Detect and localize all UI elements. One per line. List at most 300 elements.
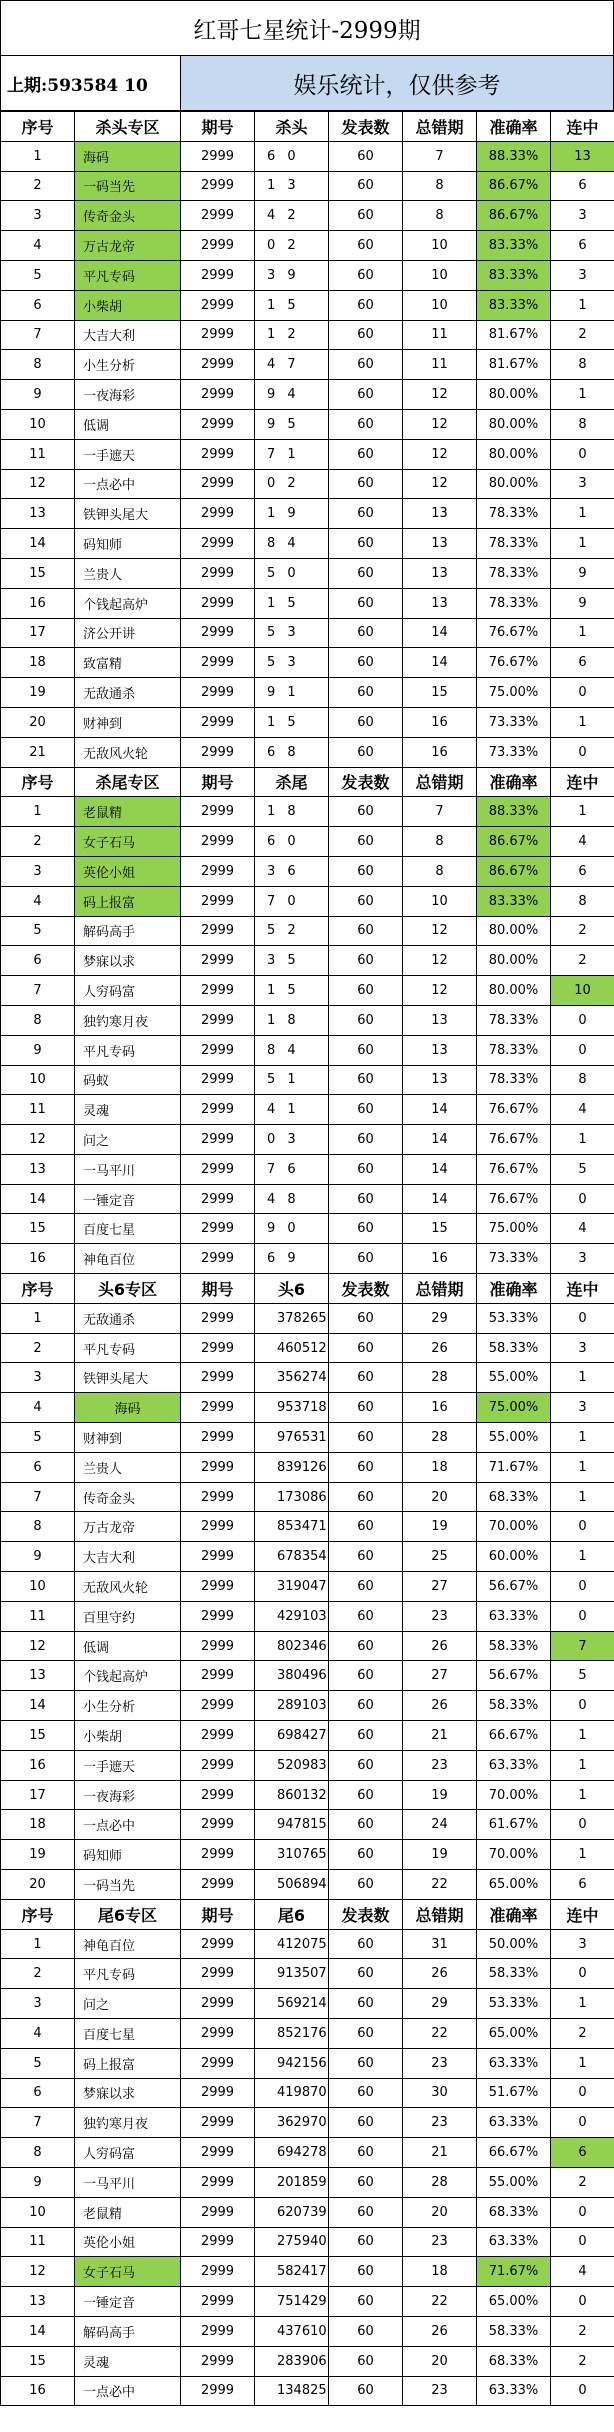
issue-number: 2999 bbox=[181, 2167, 255, 2197]
table-row bbox=[1, 350, 614, 380]
header-value: 头6 bbox=[255, 1274, 329, 1304]
table-row bbox=[1, 2316, 614, 2346]
predictor-name: 一点必中 bbox=[75, 1810, 181, 1840]
accuracy-rate: 86.67% bbox=[477, 171, 551, 201]
row-number: 7 bbox=[1, 1482, 75, 1512]
table-row bbox=[1, 1303, 614, 1333]
header-rate: 准确率 bbox=[477, 112, 551, 142]
table-row bbox=[1, 1452, 614, 1482]
accuracy-rate: 70.00% bbox=[477, 1780, 551, 1810]
row-number: 14 bbox=[1, 1184, 75, 1214]
issue-number: 2999 bbox=[181, 1989, 255, 2019]
total-errors: 18 bbox=[403, 1452, 477, 1482]
total-errors: 22 bbox=[403, 2287, 477, 2317]
streak-count: 6 bbox=[551, 2138, 614, 2168]
total-errors: 13 bbox=[403, 558, 477, 588]
predicted-value: 7 1 bbox=[255, 439, 329, 469]
streak-count: 3 bbox=[551, 201, 614, 231]
table-row bbox=[1, 1631, 614, 1661]
predictor-name: 女子石马 bbox=[75, 2257, 181, 2287]
predicted-value: 310765 bbox=[255, 1840, 329, 1870]
published-count: 60 bbox=[329, 1691, 403, 1721]
total-errors: 20 bbox=[403, 1482, 477, 1512]
predicted-value: 173086 bbox=[255, 1482, 329, 1512]
predicted-value: 0 2 bbox=[255, 469, 329, 499]
predicted-value: 9 4 bbox=[255, 380, 329, 410]
published-count: 60 bbox=[329, 1452, 403, 1482]
accuracy-rate: 88.33% bbox=[477, 141, 551, 171]
accuracy-rate: 66.67% bbox=[477, 2138, 551, 2168]
published-count: 60 bbox=[329, 1423, 403, 1453]
issue-number: 2999 bbox=[181, 588, 255, 618]
predictor-name: 铁钾头尾大 bbox=[75, 1363, 181, 1393]
predictor-name: 小柴胡 bbox=[75, 1721, 181, 1751]
accuracy-rate: 70.00% bbox=[477, 1840, 551, 1870]
table-row bbox=[1, 1691, 614, 1721]
published-count: 60 bbox=[329, 886, 403, 916]
accuracy-rate: 73.33% bbox=[477, 737, 551, 767]
row-number: 10 bbox=[1, 1065, 75, 1095]
streak-count: 1 bbox=[551, 1542, 614, 1572]
issue-number: 2999 bbox=[181, 1184, 255, 1214]
published-count: 60 bbox=[329, 320, 403, 350]
streak-count: 1 bbox=[551, 618, 614, 648]
issue-number: 2999 bbox=[181, 290, 255, 320]
predicted-value: 437610 bbox=[255, 2316, 329, 2346]
table-row bbox=[1, 1959, 614, 1989]
predictor-name: 一手遮天 bbox=[75, 439, 181, 469]
predicted-value: 412075 bbox=[255, 1929, 329, 1959]
accuracy-rate: 86.67% bbox=[477, 201, 551, 231]
issue-number: 2999 bbox=[181, 827, 255, 857]
predicted-value: 0 3 bbox=[255, 1125, 329, 1155]
row-number: 17 bbox=[1, 618, 75, 648]
header-no: 序号 bbox=[1, 1274, 75, 1304]
header-zone: 头6专区 bbox=[75, 1274, 181, 1304]
accuracy-rate: 76.67% bbox=[477, 1154, 551, 1184]
published-count: 60 bbox=[329, 618, 403, 648]
published-count: 60 bbox=[329, 1631, 403, 1661]
table-row bbox=[1, 320, 614, 350]
streak-count: 6 bbox=[551, 171, 614, 201]
published-count: 60 bbox=[329, 2078, 403, 2108]
header-total: 发表数 bbox=[329, 767, 403, 797]
published-count: 60 bbox=[329, 2167, 403, 2197]
total-errors: 12 bbox=[403, 409, 477, 439]
header-total: 发表数 bbox=[329, 1899, 403, 1929]
accuracy-rate: 65.00% bbox=[477, 2287, 551, 2317]
predicted-value: 5 3 bbox=[255, 618, 329, 648]
row-number: 14 bbox=[1, 2316, 75, 2346]
predictor-name: 一夜海彩 bbox=[75, 380, 181, 410]
accuracy-rate: 80.00% bbox=[477, 946, 551, 976]
total-errors: 16 bbox=[403, 1393, 477, 1423]
header-no: 序号 bbox=[1, 1899, 75, 1929]
issue-number: 2999 bbox=[181, 1303, 255, 1333]
streak-count: 1 bbox=[551, 1423, 614, 1453]
header-value: 杀头 bbox=[255, 112, 329, 142]
header-zone: 杀头专区 bbox=[75, 112, 181, 142]
predicted-value: 1 5 bbox=[255, 707, 329, 737]
predicted-value: 362970 bbox=[255, 2108, 329, 2138]
table-row bbox=[1, 1572, 614, 1602]
table-row bbox=[1, 2167, 614, 2197]
streak-count: 8 bbox=[551, 350, 614, 380]
section-header-row bbox=[1, 112, 614, 142]
predicted-value: 275940 bbox=[255, 2227, 329, 2257]
row-number: 16 bbox=[1, 2376, 75, 2406]
row-number: 13 bbox=[1, 1154, 75, 1184]
total-errors: 13 bbox=[403, 588, 477, 618]
row-number: 6 bbox=[1, 2078, 75, 2108]
published-count: 60 bbox=[329, 2138, 403, 2168]
published-count: 60 bbox=[329, 1005, 403, 1035]
published-count: 60 bbox=[329, 1482, 403, 1512]
total-errors: 14 bbox=[403, 1095, 477, 1125]
total-errors: 29 bbox=[403, 1303, 477, 1333]
streak-count: 3 bbox=[551, 1393, 614, 1423]
row-number: 16 bbox=[1, 1750, 75, 1780]
total-errors: 31 bbox=[403, 1929, 477, 1959]
predictor-name: 平凡专码 bbox=[75, 1333, 181, 1363]
streak-count: 1 bbox=[551, 797, 614, 827]
published-count: 60 bbox=[329, 1721, 403, 1751]
total-errors: 12 bbox=[403, 469, 477, 499]
predictor-name: 万古龙帝 bbox=[75, 231, 181, 261]
issue-number: 2999 bbox=[181, 380, 255, 410]
total-errors: 15 bbox=[403, 678, 477, 708]
streak-count: 10 bbox=[551, 976, 614, 1006]
published-count: 60 bbox=[329, 260, 403, 290]
table-row bbox=[1, 946, 614, 976]
row-number: 11 bbox=[1, 439, 75, 469]
total-errors: 13 bbox=[403, 1005, 477, 1035]
published-count: 60 bbox=[329, 558, 403, 588]
row-number: 3 bbox=[1, 1363, 75, 1393]
table-row bbox=[1, 1005, 614, 1035]
header-streak: 连中 bbox=[551, 112, 614, 142]
total-errors: 13 bbox=[403, 1035, 477, 1065]
row-number: 9 bbox=[1, 1035, 75, 1065]
predicted-value: 976531 bbox=[255, 1423, 329, 1453]
streak-count: 8 bbox=[551, 1065, 614, 1095]
accuracy-rate: 76.67% bbox=[477, 1125, 551, 1155]
predicted-value: 5 0 bbox=[255, 558, 329, 588]
streak-count: 3 bbox=[551, 1929, 614, 1959]
issue-number: 2999 bbox=[181, 1661, 255, 1691]
predictor-name: 海码 bbox=[75, 1393, 181, 1423]
predictor-name: 百度七星 bbox=[75, 1214, 181, 1244]
issue-number: 2999 bbox=[181, 558, 255, 588]
streak-count: 0 bbox=[551, 1035, 614, 1065]
predicted-value: 7 6 bbox=[255, 1154, 329, 1184]
accuracy-rate: 56.67% bbox=[477, 1661, 551, 1691]
total-errors: 8 bbox=[403, 171, 477, 201]
predicted-value: 852176 bbox=[255, 2019, 329, 2049]
streak-count: 1 bbox=[551, 1125, 614, 1155]
total-errors: 11 bbox=[403, 350, 477, 380]
total-errors: 23 bbox=[403, 1601, 477, 1631]
total-errors: 21 bbox=[403, 2138, 477, 2168]
issue-number: 2999 bbox=[181, 1363, 255, 1393]
table-row bbox=[1, 290, 614, 320]
table-row bbox=[1, 1184, 614, 1214]
row-number: 20 bbox=[1, 707, 75, 737]
predictor-name: 问之 bbox=[75, 1125, 181, 1155]
table-row bbox=[1, 1154, 614, 1184]
predicted-value: 1 2 bbox=[255, 320, 329, 350]
streak-count: 4 bbox=[551, 827, 614, 857]
total-errors: 28 bbox=[403, 2167, 477, 2197]
predictor-name: 济公开讲 bbox=[75, 618, 181, 648]
predicted-value: 6 8 bbox=[255, 737, 329, 767]
published-count: 60 bbox=[329, 976, 403, 1006]
predictor-name: 一马平川 bbox=[75, 1154, 181, 1184]
table-row bbox=[1, 976, 614, 1006]
table-row bbox=[1, 2227, 614, 2257]
published-count: 60 bbox=[329, 439, 403, 469]
streak-count: 1 bbox=[551, 1780, 614, 1810]
issue-number: 2999 bbox=[181, 409, 255, 439]
total-errors: 16 bbox=[403, 737, 477, 767]
header-errors: 总错期 bbox=[403, 1274, 477, 1304]
row-number: 11 bbox=[1, 1601, 75, 1631]
predictor-name: 兰贵人 bbox=[75, 1452, 181, 1482]
predictor-name: 海码 bbox=[75, 141, 181, 171]
row-number: 8 bbox=[1, 1512, 75, 1542]
streak-count: 0 bbox=[551, 2078, 614, 2108]
issue-number: 2999 bbox=[181, 1929, 255, 1959]
issue-number: 2999 bbox=[181, 1542, 255, 1572]
accuracy-rate: 58.33% bbox=[477, 2316, 551, 2346]
issue-number: 2999 bbox=[181, 1125, 255, 1155]
accuracy-rate: 76.67% bbox=[477, 618, 551, 648]
row-number: 10 bbox=[1, 2197, 75, 2227]
predicted-value: 4 1 bbox=[255, 1095, 329, 1125]
predicted-value: 134825 bbox=[255, 2376, 329, 2406]
issue-number: 2999 bbox=[181, 1631, 255, 1661]
accuracy-rate: 83.33% bbox=[477, 260, 551, 290]
accuracy-rate: 86.67% bbox=[477, 827, 551, 857]
header-zone: 杀尾专区 bbox=[75, 767, 181, 797]
published-count: 60 bbox=[329, 350, 403, 380]
streak-count: 0 bbox=[551, 1184, 614, 1214]
published-count: 60 bbox=[329, 827, 403, 857]
table-row bbox=[1, 618, 614, 648]
issue-number: 2999 bbox=[181, 2019, 255, 2049]
row-number: 8 bbox=[1, 2138, 75, 2168]
streak-count: 1 bbox=[551, 1721, 614, 1751]
row-number: 6 bbox=[1, 1452, 75, 1482]
published-count: 60 bbox=[329, 201, 403, 231]
streak-count: 1 bbox=[551, 499, 614, 529]
accuracy-rate: 75.00% bbox=[477, 1214, 551, 1244]
predicted-value: 620739 bbox=[255, 2197, 329, 2227]
issue-number: 2999 bbox=[181, 2048, 255, 2078]
issue-number: 2999 bbox=[181, 1691, 255, 1721]
total-errors: 24 bbox=[403, 1810, 477, 1840]
published-count: 60 bbox=[329, 2197, 403, 2227]
accuracy-rate: 83.33% bbox=[477, 886, 551, 916]
issue-number: 2999 bbox=[181, 231, 255, 261]
total-errors: 7 bbox=[403, 141, 477, 171]
published-count: 60 bbox=[329, 1154, 403, 1184]
header-issue: 期号 bbox=[181, 112, 255, 142]
streak-count: 1 bbox=[551, 380, 614, 410]
issue-number: 2999 bbox=[181, 797, 255, 827]
section-header-row bbox=[1, 1899, 614, 1929]
accuracy-rate: 76.67% bbox=[477, 1095, 551, 1125]
published-count: 60 bbox=[329, 588, 403, 618]
issue-number: 2999 bbox=[181, 2316, 255, 2346]
published-count: 60 bbox=[329, 2346, 403, 2376]
header-streak: 连中 bbox=[551, 767, 614, 797]
predictor-name: 灵魂 bbox=[75, 2346, 181, 2376]
streak-count: 1 bbox=[551, 1452, 614, 1482]
accuracy-rate: 80.00% bbox=[477, 916, 551, 946]
issue-number: 2999 bbox=[181, 886, 255, 916]
table-row bbox=[1, 1810, 614, 1840]
issue-number: 2999 bbox=[181, 1572, 255, 1602]
issue-number: 2999 bbox=[181, 618, 255, 648]
row-number: 10 bbox=[1, 409, 75, 439]
total-errors: 28 bbox=[403, 1363, 477, 1393]
streak-count: 1 bbox=[551, 1363, 614, 1393]
total-errors: 20 bbox=[403, 2197, 477, 2227]
total-errors: 23 bbox=[403, 2048, 477, 2078]
row-number: 5 bbox=[1, 260, 75, 290]
row-number: 17 bbox=[1, 1780, 75, 1810]
issue-number: 2999 bbox=[181, 469, 255, 499]
published-count: 60 bbox=[329, 469, 403, 499]
predictor-name: 个钱起高炉 bbox=[75, 588, 181, 618]
table-row bbox=[1, 1244, 614, 1274]
predictor-name: 无敌通杀 bbox=[75, 678, 181, 708]
issue-number: 2999 bbox=[181, 439, 255, 469]
accuracy-rate: 73.33% bbox=[477, 707, 551, 737]
predicted-value: 569214 bbox=[255, 1989, 329, 2019]
row-number: 21 bbox=[1, 737, 75, 767]
streak-count: 9 bbox=[551, 558, 614, 588]
streak-count: 1 bbox=[551, 1750, 614, 1780]
accuracy-rate: 60.00% bbox=[477, 1542, 551, 1572]
predictor-name: 一点必中 bbox=[75, 469, 181, 499]
table-row bbox=[1, 1840, 614, 1870]
predicted-value: 694278 bbox=[255, 2138, 329, 2168]
streak-count: 0 bbox=[551, 1601, 614, 1631]
table-row bbox=[1, 797, 614, 827]
total-errors: 11 bbox=[403, 320, 477, 350]
row-number: 10 bbox=[1, 1572, 75, 1602]
table-row bbox=[1, 916, 614, 946]
table-row bbox=[1, 1870, 614, 1900]
issue-number: 2999 bbox=[181, 1244, 255, 1274]
table-row bbox=[1, 231, 614, 261]
predictor-name: 女子石马 bbox=[75, 827, 181, 857]
total-errors: 14 bbox=[403, 1154, 477, 1184]
streak-count: 13 bbox=[551, 141, 614, 171]
issue-number: 2999 bbox=[181, 2108, 255, 2138]
table-row bbox=[1, 1512, 614, 1542]
row-number: 9 bbox=[1, 380, 75, 410]
streak-count: 5 bbox=[551, 1154, 614, 1184]
total-errors: 28 bbox=[403, 1423, 477, 1453]
predictor-name: 财神到 bbox=[75, 707, 181, 737]
predicted-value: 460512 bbox=[255, 1333, 329, 1363]
predictor-name: 一点必中 bbox=[75, 2376, 181, 2406]
predictor-name: 码知师 bbox=[75, 529, 181, 559]
published-count: 60 bbox=[329, 856, 403, 886]
row-number: 18 bbox=[1, 648, 75, 678]
issue-number: 2999 bbox=[181, 1333, 255, 1363]
streak-count: 0 bbox=[551, 737, 614, 767]
header-no: 序号 bbox=[1, 767, 75, 797]
stats-table bbox=[0, 111, 614, 2406]
total-errors: 21 bbox=[403, 1721, 477, 1751]
streak-count: 0 bbox=[551, 2197, 614, 2227]
predicted-value: 4 8 bbox=[255, 1184, 329, 1214]
header-total: 发表数 bbox=[329, 1274, 403, 1304]
row-number: 5 bbox=[1, 2048, 75, 2078]
predicted-value: 5 3 bbox=[255, 648, 329, 678]
predictor-name: 人穷码富 bbox=[75, 976, 181, 1006]
table-row bbox=[1, 1214, 614, 1244]
predictor-name: 解码高手 bbox=[75, 916, 181, 946]
accuracy-rate: 80.00% bbox=[477, 439, 551, 469]
accuracy-rate: 63.33% bbox=[477, 1750, 551, 1780]
row-number: 9 bbox=[1, 1542, 75, 1572]
predicted-value: 3 6 bbox=[255, 856, 329, 886]
issue-number: 2999 bbox=[181, 946, 255, 976]
accuracy-rate: 78.33% bbox=[477, 499, 551, 529]
accuracy-rate: 70.00% bbox=[477, 1512, 551, 1542]
table-row bbox=[1, 380, 614, 410]
table-row bbox=[1, 260, 614, 290]
total-errors: 14 bbox=[403, 618, 477, 648]
published-count: 60 bbox=[329, 2316, 403, 2346]
row-number: 15 bbox=[1, 1721, 75, 1751]
total-errors: 14 bbox=[403, 1125, 477, 1155]
predictor-name: 一码当先 bbox=[75, 1870, 181, 1900]
predictor-name: 一锤定音 bbox=[75, 1184, 181, 1214]
table-row bbox=[1, 1601, 614, 1631]
streak-count: 3 bbox=[551, 260, 614, 290]
issue-number: 2999 bbox=[181, 1959, 255, 1989]
issue-number: 2999 bbox=[181, 320, 255, 350]
streak-count: 7 bbox=[551, 1631, 614, 1661]
issue-number: 2999 bbox=[181, 1840, 255, 1870]
row-number: 9 bbox=[1, 2167, 75, 2197]
issue-number: 2999 bbox=[181, 1512, 255, 1542]
row-number: 6 bbox=[1, 290, 75, 320]
total-errors: 15 bbox=[403, 1214, 477, 1244]
streak-count: 5 bbox=[551, 1661, 614, 1691]
predicted-value: 356274 bbox=[255, 1363, 329, 1393]
total-errors: 23 bbox=[403, 2376, 477, 2406]
predicted-value: 4 7 bbox=[255, 350, 329, 380]
row-number: 20 bbox=[1, 1870, 75, 1900]
accuracy-rate: 58.33% bbox=[477, 1631, 551, 1661]
row-number: 16 bbox=[1, 588, 75, 618]
published-count: 60 bbox=[329, 2287, 403, 2317]
issue-number: 2999 bbox=[181, 2346, 255, 2376]
predictor-name: 平凡专码 bbox=[75, 260, 181, 290]
table-row bbox=[1, 2138, 614, 2168]
predictor-name: 无敌通杀 bbox=[75, 1303, 181, 1333]
accuracy-rate: 76.67% bbox=[477, 1184, 551, 1214]
issue-number: 2999 bbox=[181, 499, 255, 529]
table-row bbox=[1, 171, 614, 201]
